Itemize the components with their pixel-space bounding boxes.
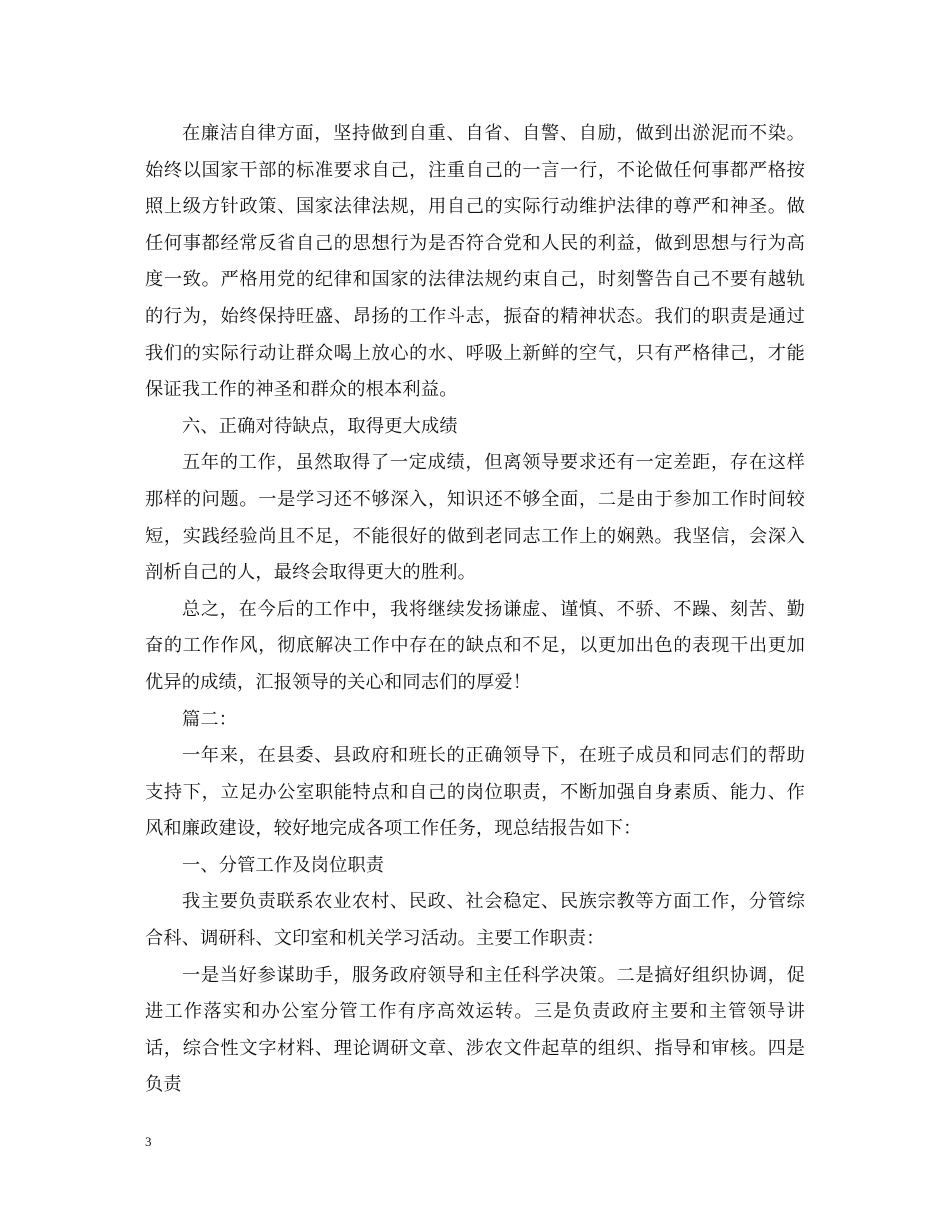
page-number: 3 — [145, 1134, 152, 1149]
paragraph-conclusion: 总之，在今后的工作中，我将继续发扬谦虚、谨慎、不骄、不躁、刻苦、勤奋的工作作风，彻底解决工作中存在的缺点和不足，以更加出色的表现干出更加优异的成绩，汇报领导的关心和同志们的厚爱！ — [145, 598, 805, 693]
paragraph-intro-year: 一年来，在县委、县政府和班长的正确领导下，在班子成员和同志们的帮助支持下，立足办公室职能特点和自己的岗位职责，不断加强自身素质、能力、作风和廉政建设，较好地完成各项工作任务，现总结报告如下： — [145, 745, 805, 840]
paragraph-five-years: 五年的工作，虽然取得了一定成绩，但离领导要求还有一定差距，存在这样那样的问题。一是学习还不够深入，知识还不够全面，二是由于参加工作时间较短，实践经验尚且不足，不能很好的做到老同志工作上的娴熟。我坚信，会深入剖析自己的人，最终会取得更大的胜利。 — [145, 452, 805, 584]
document-body — [145, 116, 805, 1104]
chapter-heading-part-two: 篇二： — [182, 708, 238, 730]
paragraph-responsibilities: 我主要负责联系农业农村、民政、社会稳定、民族宗教等方面工作，分管综合科、调研科、文印室和机关学习活动。主要工作职责： — [145, 891, 805, 950]
section-heading-duties: 一、分管工作及岗位职责 — [182, 854, 385, 876]
paragraph-integrity: 在廉洁自律方面，坚持做到自重、自省、自警、自励，做到出淤泥而不染。始终以国家干部的标准要求自己，注重自己的一言一行，不论做任何事都严格按照上级方针政策、国家法律法规，用自己的实际行动维护法律的尊严和神圣。做任何事都经常反省自己的思想行为是否符合党和人民的利益，做到思想与行为高度一致。严格用党的纪律和国家的法律法规约束自己，时刻警告自己不要有越轨的行为，始终保持旺盛、昂扬的工作斗志，振奋的精神状态。我们的职责是通过我们的实际行动让群众喝上放心的水、呼吸上新鲜的空气，只有严格律己，才能保证我工作的神圣和群众的根本利益。 — [145, 123, 805, 401]
section-heading-shortcomings: 六、正确对待缺点，取得更大成绩 — [182, 415, 458, 437]
paragraph-duty-list: 一是当好参谋助手，服务政府领导和主任科学决策。二是搞好组织协调，促进工作落实和办公室分管工作有序高效运转。三是负责政府主要和主管领导讲话，综合性文字材料、理论调研文章、涉农文件起草的组织、指导和审核。四是负责 — [145, 964, 805, 1096]
